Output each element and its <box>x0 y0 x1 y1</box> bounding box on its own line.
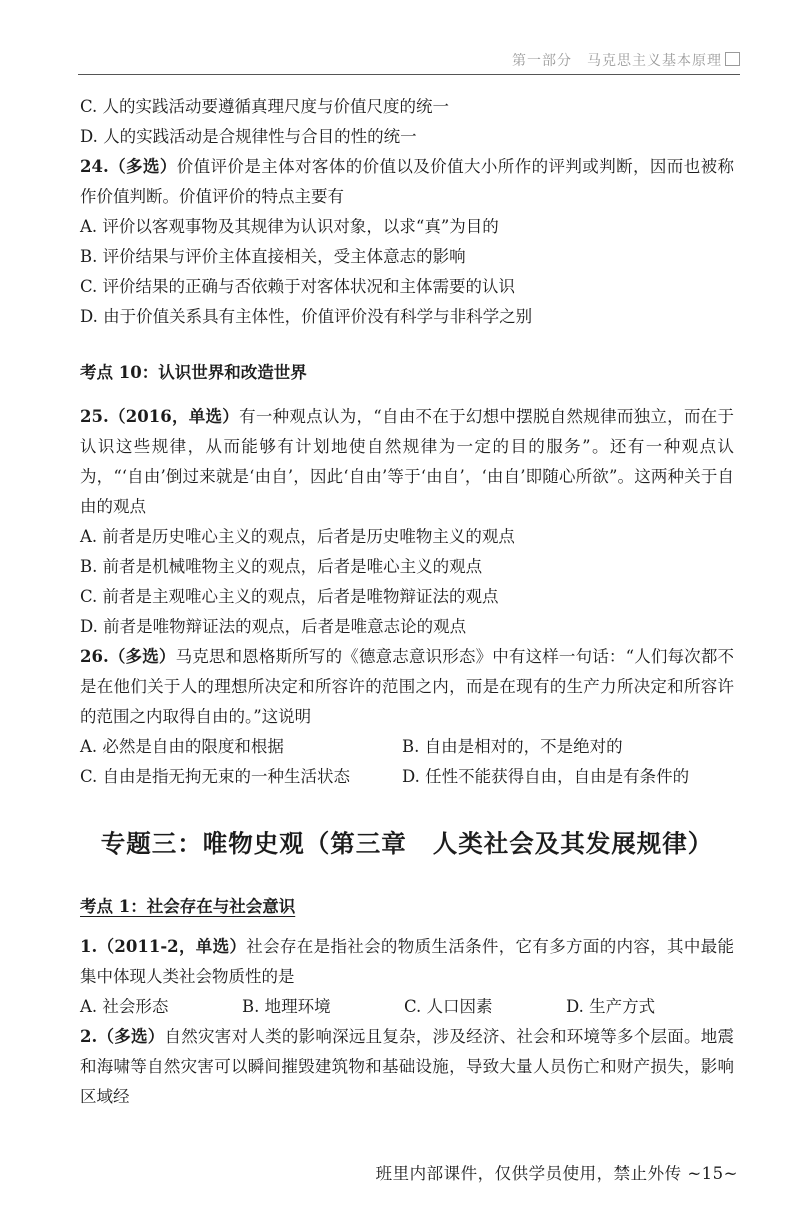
q26-option-a: A. 必然是自由的限度和根据 <box>80 737 284 756</box>
q25-option-c: C. 前者是主观唯心主义的观点，后者是唯物辩证法的观点 <box>80 587 499 606</box>
q1-text: 社会存在是指社会的物质生活条件，它有多方面的内容，其中最能集中体现人类社会物质性的是 <box>80 937 734 986</box>
q23-option-d: D. 人的实践活动是合规律性与合目的性的统一 <box>80 127 417 146</box>
q23-option-c: C. 人的实践活动要遵循真理尺度与价值尺度的统一 <box>80 97 450 116</box>
q26-number: 26. <box>80 647 109 666</box>
q1-option-c: C. 人口因素 <box>404 997 493 1016</box>
q25-stem <box>80 402 734 522</box>
q26-text: 马克思和恩格斯所写的《德意志意识形态》中有这样一句话：“人们每次都不是在他们关于人的理想所决定和所容许的范围之内，而是在现有的生产力所决定和所容许的范围之内取得自由的。”这说明 <box>80 647 735 726</box>
q1-type: （2011-2，单选） <box>97 937 247 956</box>
q26-type: （多选） <box>108 647 176 666</box>
q24-option-d: D. 由于价值关系具有主体性，价值评价没有科学与非科学之别 <box>80 307 533 326</box>
q24-option-c: C. 评价结果的正确与否依赖于对客体状况和主体需要的认识 <box>80 277 516 296</box>
q24-stem <box>80 152 734 212</box>
header-box-icon <box>725 52 740 66</box>
q26-option-d: D. 任性不能获得自由，自由是有条件的 <box>402 767 690 786</box>
chapter-title-part2: 人类社会及其发展规律） <box>432 829 714 858</box>
q1-options-row <box>80 992 734 1022</box>
q1-stem <box>80 932 734 992</box>
q1-option-d: D. 生产方式 <box>566 997 656 1016</box>
chapter-title-part1: 专题三：唯物史观（第三章 <box>100 829 407 858</box>
q26-options-row-1 <box>80 732 734 762</box>
q25-number: 25. <box>80 407 109 426</box>
running-header <box>78 50 740 72</box>
q26-stem <box>80 642 734 732</box>
q24-option-a: A. 评价以客观事物及其规律为认识对象，以求“真”为目的 <box>80 217 499 236</box>
running-title: 第一部分 马克思主义基本原理 <box>512 53 722 69</box>
page-body <box>80 92 734 1112</box>
q26-option-c: C. 自由是指无拘无束的一种生活状态 <box>80 767 351 786</box>
q26-option-b: B. 自由是相对的，不是绝对的 <box>402 737 623 756</box>
section-heading-kaodian-10: 考点 10：认识世界和改造世界 <box>80 363 307 382</box>
q25-text: 有一种观点认为，“自由不在于幻想中摆脱自然规律而独立，而在于认识这些规律，从而能够有计划地使自然规律为一定的目的服务”。还有一种观点认为，“‘自由’倒过来就是‘由自’，因此‘自由’等于‘由自’，‘由自’即随心所欲”。这两种关于自由的观点 <box>80 407 734 516</box>
q1-option-b: B. 地理环境 <box>242 997 331 1016</box>
q25-option-a: A. 前者是历史唯心主义的观点，后者是历史唯物主义的观点 <box>80 527 515 546</box>
q1-number: 1. <box>80 937 98 956</box>
page-footer: 班里内部课件，仅供学员使用，禁止外传 ~15~ <box>375 1164 738 1183</box>
q24-number: 24. <box>80 157 109 176</box>
q2-text: 自然灾害对人类的影响深远且复杂，涉及经济、社会和环境等多个层面。地震和海啸等自然灾害可以瞬间摧毁建筑物和基础设施，导致大量人员伤亡和财产损失，影响区域经 <box>80 1027 735 1106</box>
section-heading-kaodian-1: 考点 1：社会存在与社会意识 <box>80 897 296 916</box>
q2-type: （多选） <box>97 1027 165 1046</box>
chapter-title <box>80 826 734 862</box>
q24-option-b: B. 评价结果与评价主体直接相关，受主体意志的影响 <box>80 247 466 266</box>
q2-number: 2. <box>80 1027 98 1046</box>
q24-text: 价值评价是主体对客体的价值以及价值大小所作的评判或判断，因而也被称作价值判断。价值评价的特点主要有 <box>80 157 735 206</box>
q25-type: （2016，单选） <box>108 407 240 426</box>
q2-stem <box>80 1022 734 1112</box>
q24-type: （多选） <box>108 157 177 176</box>
q25-option-d: D. 前者是唯物辩证法的观点，后者是唯意志论的观点 <box>80 617 467 636</box>
q1-option-a: A. 社会形态 <box>80 997 169 1016</box>
q26-options-row-2 <box>80 762 734 792</box>
q25-option-b: B. 前者是机械唯物主义的观点，后者是唯心主义的观点 <box>80 557 483 576</box>
header-rule <box>78 74 740 75</box>
